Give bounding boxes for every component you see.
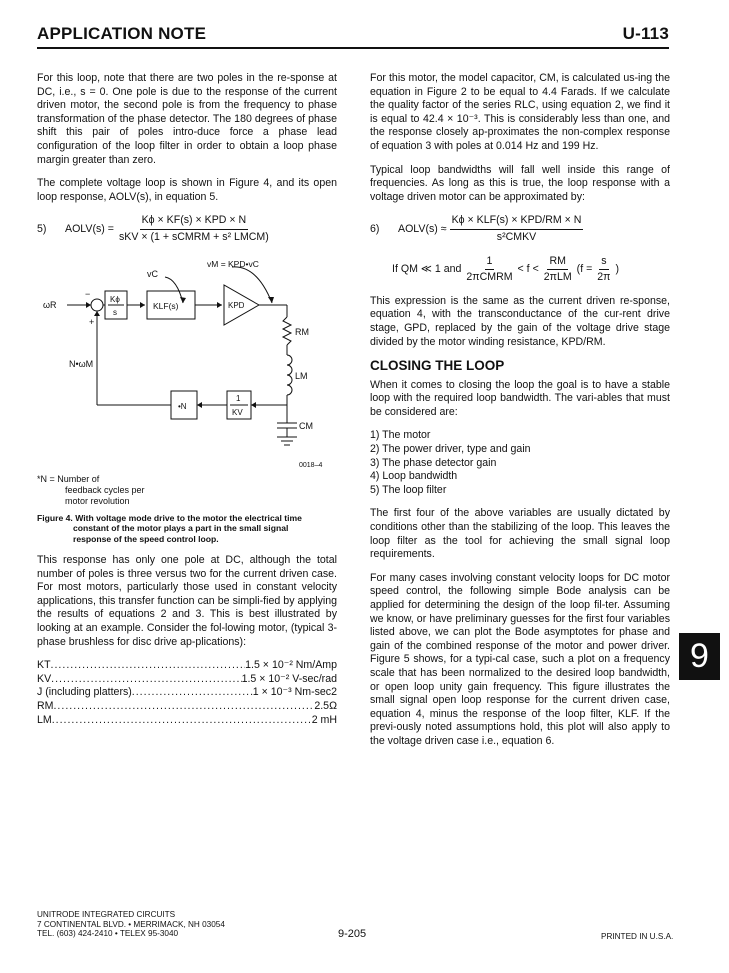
rm-resistor (283, 317, 291, 345)
right-paragraph-1: For this motor, the model capacitor, CM, is calculated us-ing the equation in Figure 2 to be equal to 4.4 Farads. If we calculate the quality factor of the series RLC, using equation 2, we find it is equal to 42.4 × 10⁻³. This is considerably less than one, and the response closely ap-proximates the non-complex response of equation 3 with poles at 0.014 Hz and 199 Hz. (370, 72, 670, 152)
loop-block-diagram (37, 255, 337, 470)
condition-fraction-2-num: RM (547, 255, 567, 271)
equation-5-numerator: Kϕ × KF(s) × KPD × N (140, 214, 249, 230)
page-header-left: APPLICATION NOTE (37, 24, 207, 43)
variables-list (370, 429, 670, 497)
rm-label: RM (295, 326, 309, 337)
caption-line-2: constant of the motor plays a part in the small signal (73, 523, 289, 534)
footnote-line-1: *N = Number of (37, 473, 100, 484)
vc-label: vC (147, 268, 158, 279)
list-item: 4) Loop bandwidth (370, 470, 458, 483)
condition-fraction-3-num: s (599, 255, 608, 271)
equation-6-denominator: s²CMKV (496, 230, 537, 243)
left-paragraph-1: For this loop, note that there are two poles in the re-sponse at DC, i.e., s = 0. One pole is due to the response of the current driven motor, the second pole is from the frequency to phase transformation of the phase detector. The 180 degrees of phase shift this pair of poles intro-duce force a phase lead configuration of the loop filter in order to obtain a loop phase margin greater than zero. (37, 72, 337, 166)
spec-label: RM (37, 699, 54, 712)
footer-address (37, 910, 225, 939)
condition-fraction-1 (464, 255, 514, 285)
condition-fraction-2-den: 2πLM (543, 271, 572, 284)
kv-bottom-label: KV (232, 407, 243, 417)
kpd-label: KPD (228, 300, 245, 310)
page-number: 9-205 (338, 928, 367, 940)
condition-fraction-1-num: 1 (485, 255, 495, 271)
footnote-line-3: motor revolution (65, 495, 130, 506)
footer-line-3: TEL. (603) 424-2410 • TELEX 95-3040 (37, 929, 179, 938)
condition-middle: < f < (517, 262, 539, 275)
spec-row (37, 659, 337, 673)
spec-label: LM (37, 713, 52, 726)
minus-sign: − (85, 288, 91, 299)
footer-line-1: UNITRODE INTEGRATED CIRCUITS (37, 910, 176, 919)
section-heading: CLOSING THE LOOP (370, 358, 505, 374)
equation-6-lhs: AOLV(s) ≈ (398, 222, 447, 235)
wr-label: ωR (43, 299, 57, 310)
caption-line-1: Figure 4. With voltage mode drive to the motor the electrical time (37, 512, 302, 523)
spec-value: 1.5 × 10⁻² Nm/Amp (245, 659, 337, 672)
list-item: 5) The loop filter (370, 483, 447, 496)
spec-row (37, 714, 337, 728)
equation-5-number: 5) (37, 222, 47, 235)
equation-6 (370, 214, 670, 244)
validity-condition (370, 255, 670, 285)
left-column (37, 72, 337, 727)
page-header-right: U-113 (622, 24, 669, 43)
equation-5-denominator: sKV × (1 + sCMRM + s² LMCM) (118, 230, 269, 243)
summing-junction (91, 299, 103, 311)
left-paragraph-2: The complete voltage loop is shown in Figure 4, and its open loop response, AOLV(s), in equation 5. (37, 177, 337, 203)
right-paragraph-3: This expression is the same as the current driven re-sponse, equation 4, with the transconductance of the cur-rent drive stage, GPD, replaced by the gain of the voltage drive stage divided by the motor winding resistance, KPD/RM. (370, 294, 670, 348)
kv-top-label: 1 (236, 393, 241, 403)
spec-value: 1 × 10⁻³ Nm-sec2 (252, 686, 337, 699)
spec-row (37, 700, 337, 714)
plus-sign: + (89, 316, 95, 327)
right-paragraph-2: Typical loop bandwidths will fall well inside this range of frequencies. As long as this is true, the loop response with a voltage driven motor can be approximated by: (370, 163, 670, 203)
condition-prefix: If QM ≪ 1 and (392, 262, 462, 275)
figure-footnote (37, 474, 337, 507)
printed-notice: PRINTED IN U.S.A. (601, 932, 674, 941)
figure-4-caption (37, 513, 337, 545)
condition-fraction-1-den: 2πCMRM (466, 271, 513, 284)
footnote-line-2: feedback cycles per (65, 484, 145, 495)
list-item: 3) The phase detector gain (370, 456, 497, 469)
lm-label: LM (295, 370, 308, 381)
caption-line-3: response of the speed control loop. (73, 533, 219, 544)
spec-row (37, 673, 337, 687)
footer-line-2: 7 CONTINENTAL BLVD. • MERRIMACK, NH 03054 (37, 919, 225, 929)
equation-6-fraction (450, 214, 584, 244)
n-block-label: •N (178, 401, 187, 411)
spec-label: KV (37, 672, 52, 685)
list-item: 2) The power driver, type and gain (370, 443, 531, 456)
condition-fraction-3-den: 2π (597, 271, 611, 284)
spec-label: KT (37, 659, 51, 672)
equation-6-number: 6) (370, 222, 380, 235)
lm-inductor (287, 355, 292, 395)
equation-5-fraction (117, 214, 271, 244)
right-paragraph-5: The first four of the above variables are usually dictated by conditions other than the stabilizing of the loop. This leaves the loop filter as the tool for achieving the small signal loop requirements. (370, 507, 670, 561)
vm-label: vM = KPD•vC (207, 258, 259, 269)
kphi-bottom-label: s (113, 307, 117, 317)
motor-spec-list (37, 659, 337, 727)
condition-suffix-a: (f = (576, 262, 593, 275)
condition-suffix-b: ) (615, 262, 620, 275)
section-tab: 9 (679, 633, 720, 680)
cm-label: CM (299, 420, 313, 431)
left-paragraph-3: This response has only one pole at DC, although the total number of poles is three versus two for the current driven case. For most motors, particularly those used in constant velocity applications, this transfer function can be simpli-fied by applying the results of equations 2 and 3. This is best illustrated by looking at an example. Consider the fol-lowing motor, (typical 3-phase brushless for disc drive ap-plications): (37, 554, 337, 648)
spec-value: 1.5 × 10⁻² V-sec/rad (241, 672, 337, 685)
condition-fraction-2 (542, 255, 574, 285)
equation-6-numerator: Kϕ × KLF(s) × KPD/RM × N (450, 214, 584, 230)
equation-5-lhs: AOLV(s) = (65, 222, 114, 235)
spec-label: J (including platters) (37, 686, 132, 699)
header-rule (37, 47, 669, 49)
figure-id: 0018–4 (299, 461, 323, 469)
kphi-top-label: Kϕ (110, 294, 120, 304)
equation-5 (37, 214, 337, 244)
right-paragraph-6: For many cases involving constant velocity loops for DC motor speed control, the following simple Bode analysis can be applied for determining the design of the loop fil-ter. Assuming we know, or have preliminary guesses for the first four variables listed above, we can plot the Bode asymptotes for phase and gain of the combined response of the motor and power driver. Figure 5 shows, for a typi-cal case, such a plot on a frequency scale that has been normalized to the desired loop bandwidth, or open loop unity gain frequency. This figure illustrates the small signal open loop response for the current driven case, equation 4, minus the response of the loop filter, KLF. If the previ-ously noted assumptions hold, this plot will also apply to the voltage driven case i.e., equation 6. (370, 571, 670, 747)
condition-fraction-3 (595, 255, 612, 285)
klf-label: KLF(s) (153, 300, 179, 311)
spec-row (37, 686, 337, 700)
spec-value: 2.5Ω (314, 699, 337, 712)
list-item: 1) The motor (370, 429, 431, 442)
nwm-label: N•ωM (69, 358, 94, 369)
figure-4-diagram (37, 255, 337, 470)
right-column (370, 72, 670, 759)
spec-value: 2 mH (311, 713, 337, 726)
right-paragraph-4: When it comes to closing the loop the goal is to have a stable loop with the required loop bandwidth. The vari-ables that must be considered are: (370, 378, 670, 418)
